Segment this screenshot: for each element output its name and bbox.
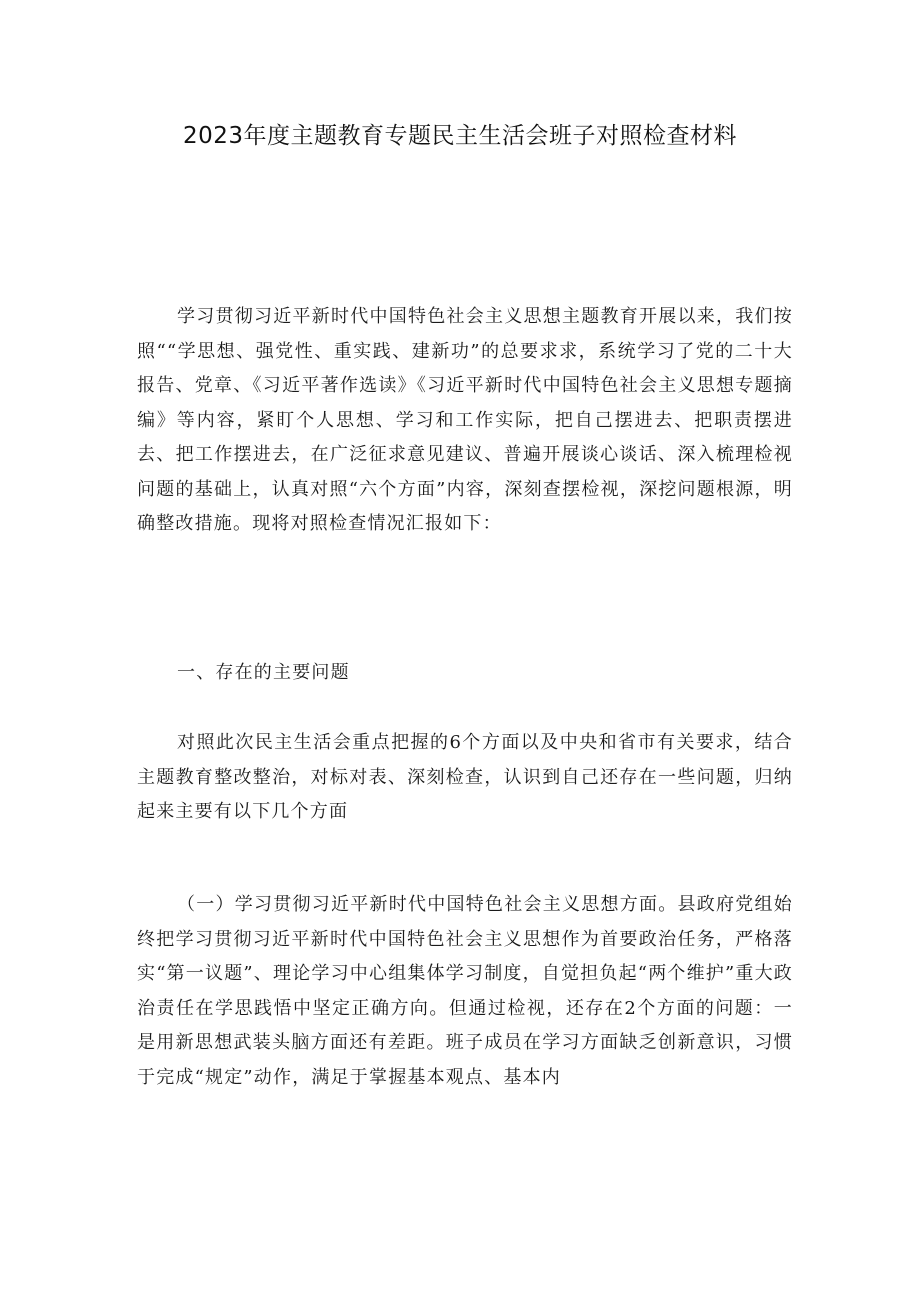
document-title: 2023年度主题教育专题民主生活会班子对照检查材料 xyxy=(182,123,738,149)
subsection-paragraph: （一）学习贯彻习近平新时代中国特色社会主义思想方面。县政府党组始终把学习贯彻习近平新时代中国特色社会主义思想作为首要政治任务，严格落实“第一议题”、理论学习中心组集体学习制度，自觉担负起“两个维护”重大政治责任在学思践悟中坚定正确方向。但通过检视，还存在2个方面的问题：一是用新思想武装头脑方面还有差距。班子成员在学习方面缺乏创新意识，习惯于完成“规定”动作，满足于掌握基本观点、基本内 xyxy=(137,894,794,1088)
section-heading: 一、存在的主要问题 xyxy=(177,662,350,683)
intro-paragraph: 学习贯彻习近平新时代中国特色社会主义思想主题教育开展以来，我们按照““学思想、强党性、重实践、建新功”的总要求求，系统学习了党的二十大报告、党章、《习近平著作选读》《习近平新时代中国特色社会主义思想专题摘编》等内容，紧盯个人思想、学习和工作实际，把自己摆进去、把职责摆进去、把工作摆进去，在广泛征求意见建议、普遍开展谈心谈话、深入梳理检视问题的基础上，认真对照“六个方面”内容，深刻查摆检视，深挖问题根源，明确整改措施。现将对照检查情况汇报如下： xyxy=(137,306,793,534)
section-intro-paragraph: 对照此次民主生活会重点把握的6个方面以及中央和省市有关要求，结合主题教育整改整治，对标对表、深刻检查，认识到自己还存在一些问题，归纳起来主要有以下几个方面 xyxy=(137,732,793,822)
